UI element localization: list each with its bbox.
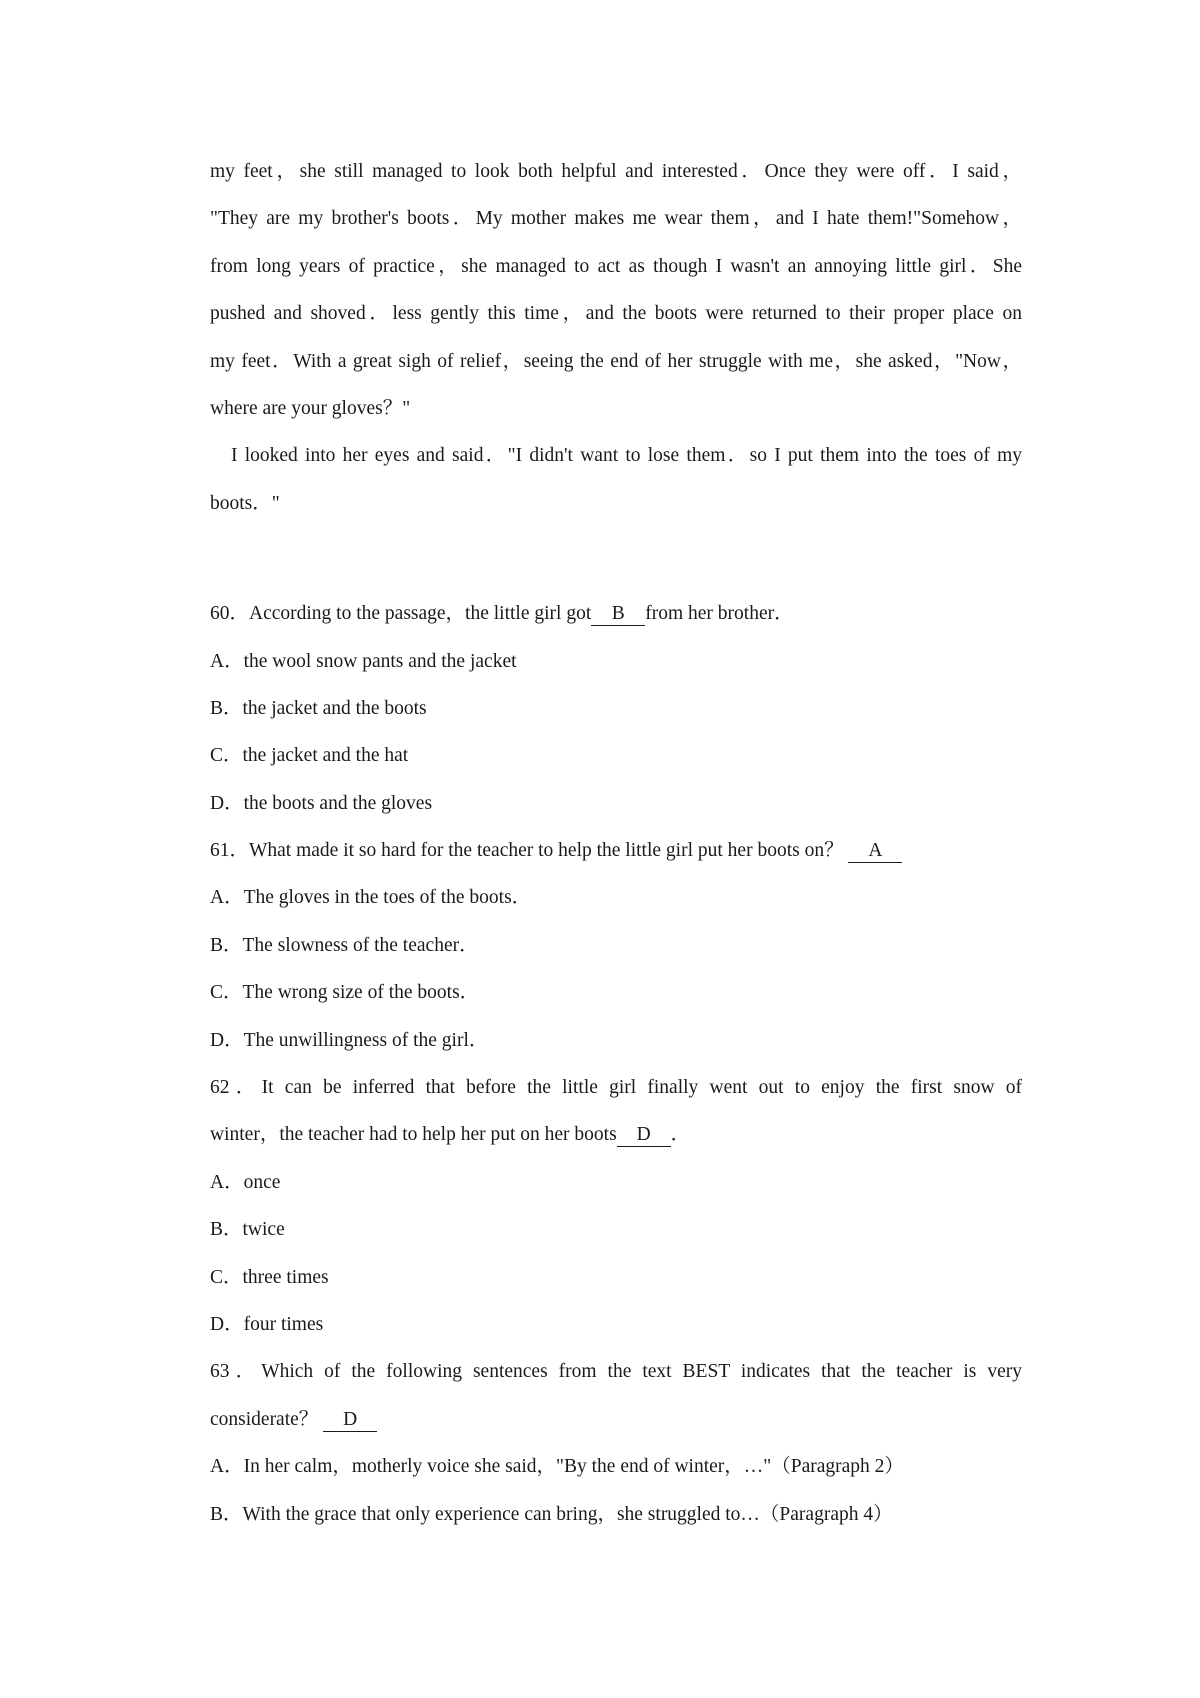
question-63 (210, 1348, 1022, 1538)
answer-blank: D (323, 1409, 377, 1432)
question-stem: 60．According to the passage，the little girl got B from her brother． (210, 603, 794, 625)
option: A．the wool snow pants and the jacket (210, 650, 517, 672)
option: B．twice (210, 1219, 285, 1241)
option: C．three times (210, 1266, 329, 1288)
passage (210, 148, 1022, 527)
passage-line: pushed and shoved．less gently this time，and the boots were returned to their proper place on (210, 303, 1022, 325)
option: A．The gloves in the toes of the boots． (210, 887, 532, 909)
option: A．once (210, 1171, 281, 1193)
passage-line: my feet，she still managed to look both helpful and interested．Once they were off．I said， (210, 161, 1022, 182)
option: A．In her calm，motherly voice she said，"By the end of winter，…"（Paragraph 2） (210, 1456, 904, 1478)
option: D．The unwillingness of the girl． (210, 1029, 489, 1051)
passage-line: boots．" (210, 492, 280, 514)
option: B．The slowness of the teacher． (210, 934, 479, 956)
option: C．the jacket and the hat (210, 745, 409, 767)
document-page (210, 148, 1022, 1538)
question-stem: winter，the teacher had to help her put on her boots D ． (210, 1124, 691, 1146)
option: B．the jacket and the boots (210, 697, 427, 719)
question-stem: considerate？ D (210, 1396, 1022, 1443)
answer-blank: D (617, 1124, 671, 1147)
option: C．The wrong size of the boots． (210, 982, 480, 1004)
option: B．With the grace that only experience can bring，she struggled to…（Paragraph 4） (210, 1503, 893, 1525)
passage-line: from long years of practice，she managed to act as though I wasn't an annoying little girl．She (210, 255, 1022, 277)
answer-blank: A (848, 840, 902, 863)
option: D．four times (210, 1313, 324, 1335)
passage-line: I looked into her eyes and said．"I didn't want to lose them．so I put them into the toes of my (231, 445, 1022, 467)
section-gap (210, 527, 1022, 590)
passage-line: my feet．With a great sigh of relief，seeing the end of her struggle with me，she asked，"Now， (210, 350, 1022, 372)
question-stem: 61．What made it so hard for the teacher to help the little girl put her boots on？ A (210, 827, 1022, 874)
passage-line: "They are my brother's boots．My mother makes me wear them，and I hate them!"Somehow， (210, 208, 1022, 230)
answer-blank: B (591, 603, 645, 626)
question-60 (210, 590, 1022, 827)
question-stem: 62．It can be inferred that before the little girl finally went out to enjoy the first snow of (210, 1077, 1022, 1099)
option: D．the boots and the gloves (210, 792, 433, 814)
passage-line: where are your gloves？" (210, 397, 411, 419)
question-stem: 63．Which of the following sentences from the text BEST indicates that the teacher is very (210, 1361, 1022, 1383)
question-61 (210, 827, 1022, 1064)
question-62 (210, 1064, 1022, 1348)
